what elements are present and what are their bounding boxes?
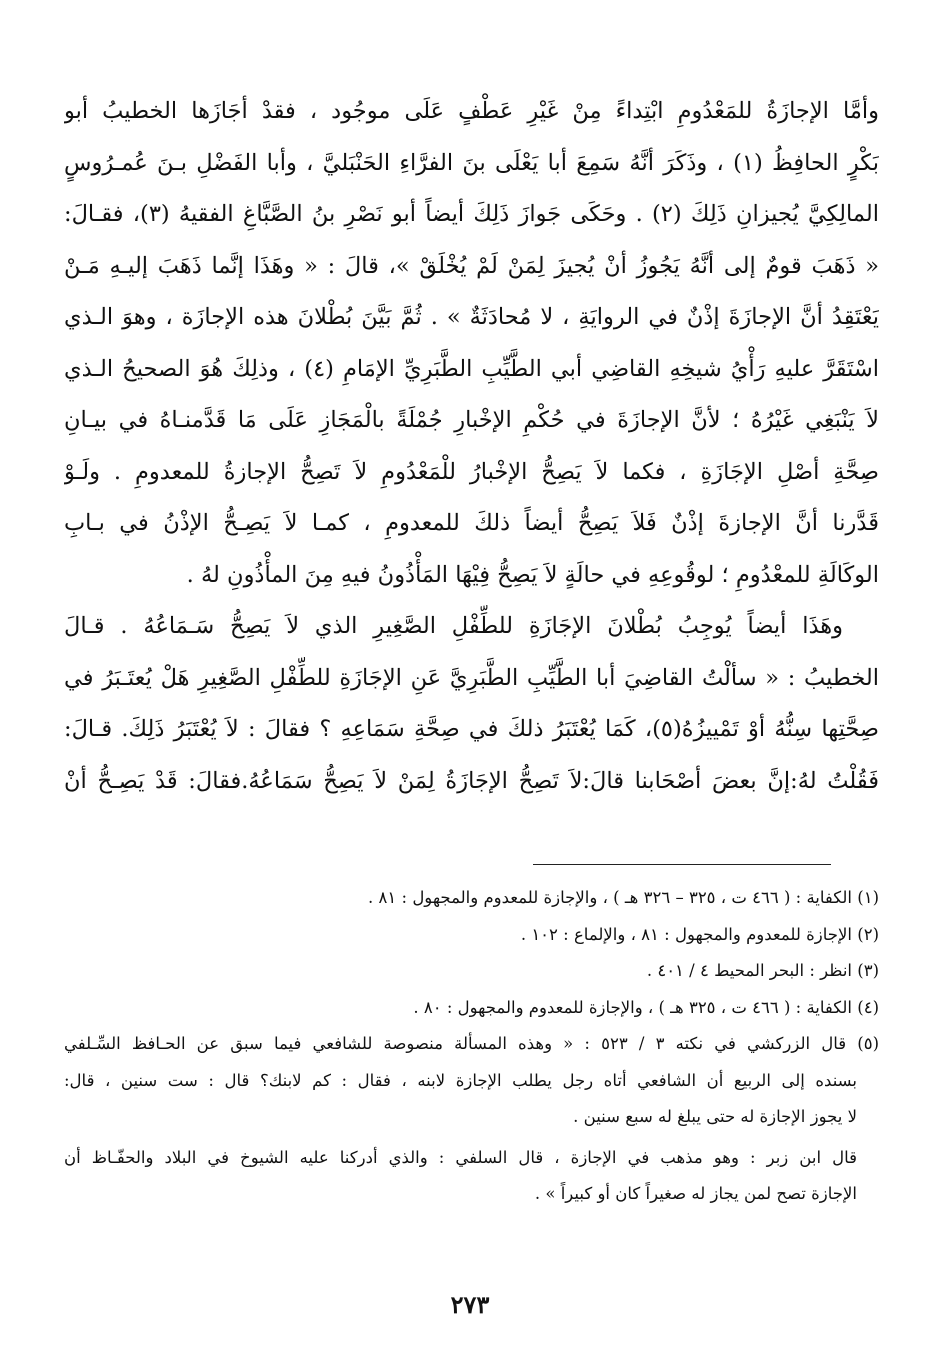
text-line: قَدَّرنا أنَّ الإجازةَ إذْنٌ فَلاَ يَصِحُّ أيضاً ذلكَ للمعدومِ ، كمـا لاَ يَصِـحُّ الإذْنُ في بـابِ xyxy=(64,510,879,536)
footnote-5-continuation: بسنده إلى الربيع أن الشافعي أتاه رجل يطلب الإجازة لابنه ، فقال : كم لابنك؟ قال : ست سنين ، قال: xyxy=(64,1070,857,1090)
footnote-4: (٤) الكفاية : ( ٤٦٦ ت ، ٣٢٥ هـ ) ، والإجازة للمعدوم والمجهول : ٨٠ . xyxy=(413,997,879,1017)
text-line: صِحَّةِ أصْلِ الإجَازَةِ ، فكما لاَ يَصِحُّ الإخْبارُ للْمَعْدُومِ لاَ تَصِحُّ الإجازةُ للمعدومِ . ولَـوْ xyxy=(64,458,879,485)
footnote-5-continuation: الإجازة تصح لمن يجاز له صغيراً كان أو كبيراً » . xyxy=(534,1184,857,1203)
footnotes-block xyxy=(64,880,879,1213)
footnote-3: (٣) انظر : البحر المحيط ٤ / ٤٠١ . xyxy=(646,961,879,980)
main-text-block xyxy=(64,86,879,807)
footnote-1: (١) الكفاية : ( ٤٦٦ ت ، ٣٢٥ – ٣٢٦ هـ ) ، والإجازة للمعدوم والمجهول : ٨١ . xyxy=(368,888,879,907)
text-line: يَعْتَقِدُ أنَّ الإجازَةَ إذْنٌ في الروايَةِ ، لا مُحادَثَةٌ » . ثُمَّ بَيَّنَ بُطْلانَ هذه الإجازَة ، وهوَ الـذي xyxy=(64,304,879,330)
text-line: لاَ يَنْبَغِي غَيْرُهُ ؛ لأنَّ الإجازَةَ في حُكْمِ الإخْبارِ جُمْلَةً بالْمَجَازِ عَلَى مَا قَدَّمنـاهُ في بيـانِ xyxy=(64,407,879,433)
text-line: فَقُلْتُ لهُ:إنَّ بعضَ أصْحَابنا قالَ:لاَ تَصِحُّ الإجَازَةُ لِمَنْ لاَ يَصِحُّ سَمَاعُهُ.فقالَ: قَدْ يَصِـحُّ أنْ xyxy=(64,767,879,794)
text-line: « ذَهَبَ قومٌ إلى أنَّهُ يَجُوزُ أنْ يُجيزَ لِمَنْ لَمْ يُخْلَقْ »، قالَ : « وهَذَا إنَّما ذَهَبَ إليـهِ مَـنْ xyxy=(64,252,879,279)
footnote-5-continuation: قال ابن زبر : وهو مذهب في الإجازة ، قال السلفي : والذي أدركنا عليه الشيوخ في البلاد والحفّـاظ أن xyxy=(64,1147,857,1167)
text-line: الخطيبُ : « سألْتُ القاضِيَ أبا الطَّيِّبِ الطَّبَرِيَّ عَنِ الإجَازَةِ للطِّفْلِ الصَّغِيرِ هَلْ يُعتَـبَرُ في xyxy=(64,664,879,691)
footnote-5-continuation: لا يجوز الإجازة له حتى يبلغ له سبع سنين . xyxy=(573,1107,857,1126)
text-line: الوكَالَةِ للمعْدُومِ ؛ لوقُوعِهِ في حالَةٍ لاَ يَصِحُّ فِيْهَا المَأْذُونُ فيهِ مِنَ المأْذُونِ لهُ . xyxy=(186,561,879,588)
text-line: وهَذَا أيضاً يُوجِبُ بُطْلانَ الإجَازَةِ للطِّفْلِ الصَّغِيرِ الذي لاَ يَصِحُّ سَـمَاعُهُ . قـالَ xyxy=(64,613,843,639)
text-line: المالِكِيَّ يُجيزانِ ذَلِكَ (٢) . وحَكَى جَوازَ ذَلِكَ أيضاً أبو نَصْرِ بنُ الصَّبَّاغِ الفقيهُ (٣)، فقـالَ: xyxy=(64,201,879,227)
text-line: بَكْرٍ الحافِظُ (١) ، وذَكَرَ أنَّهُ سَمِعَ أبا يَعْلَى بنَ الفرَّاءِ الحَنْبَليَّ ، وأبا الفَضْلِ بـنَ عُمـرُوسٍ xyxy=(64,149,879,176)
text-line: وأمَّا الإجازَةُ للمَعْدُومِ ابْتِداءً مِنْ غَيْرِ عَطْفٍ عَلَى موجُود ، فقدْ أجَازَها الخطيبُ أبو xyxy=(64,98,879,124)
text-line: صِحَّتِها سِنُّهُ أوْ تَمْييزُهُ(٥)، كَمَا يُعْتَبَرُ ذلكَ في صِحَّةِ سَمَاعِهِ ؟ فقالَ : لاَ يُعْتَبَرُ ذَلِكَ. قـالَ: xyxy=(64,716,879,742)
text-line: اسْتَقَرَّ عليهِ رَأْيُ شيخِهِ القاضِي أبي الطَّيِّبِ الطَّبَرِيِّ الإمَامِ (٤) ، وذلِكَ هُوَ الصحيحُ الـذي xyxy=(64,355,879,382)
footnote-5: (٥) قال الزركشي في نكته ٣ / ٥٢٣ : « وهذه المسألة منصوصة للشافعي فيما سبق عن الحـافظ السِّـلفي xyxy=(64,1034,879,1053)
footnote-2: (٢) الإجازة للمعدوم والمجهول : ٨١ ، والإلماع : ١٠٢ . xyxy=(520,924,879,944)
page-number: ٢٧٣ xyxy=(450,1290,490,1319)
footnote-separator xyxy=(533,864,831,865)
